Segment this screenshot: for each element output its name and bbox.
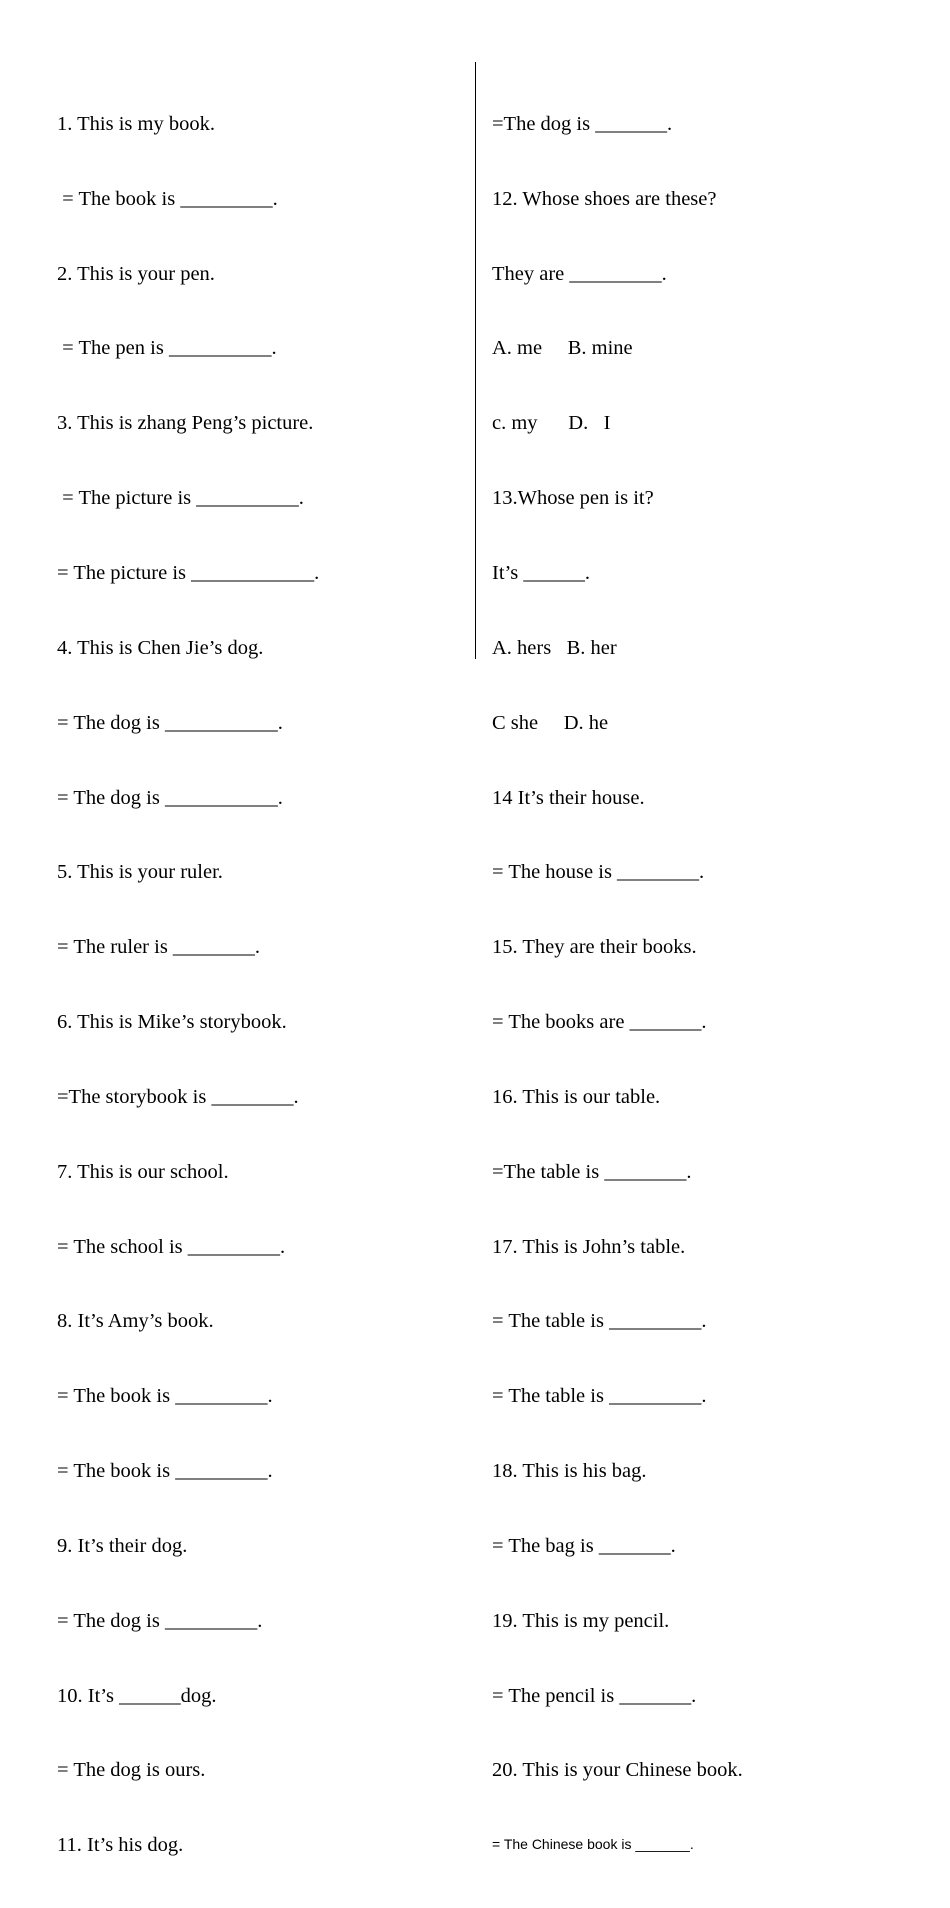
line-27: They are _________. xyxy=(492,262,667,285)
line-17: 8. It’s Amy’s book. xyxy=(57,1310,214,1333)
line-6: = The picture is __________. xyxy=(57,487,304,510)
line-21: = The dog is _________. xyxy=(57,1609,263,1632)
line-45: 19. This is my pencil. xyxy=(492,1609,670,1632)
line-19: = The book is _________. xyxy=(57,1460,273,1483)
line-11: 5. This is your ruler. xyxy=(57,861,223,884)
line-38: 16. This is our table. xyxy=(492,1085,661,1108)
line-25: =The dog is _______. xyxy=(492,112,673,135)
line-3: 2. This is your pen. xyxy=(57,262,215,285)
line-39: =The table is ________. xyxy=(492,1160,692,1183)
line-24: 11. It’s his dog. xyxy=(57,1834,184,1857)
line-9: = The dog is ___________. xyxy=(57,711,283,734)
line-44: = The bag is _______. xyxy=(492,1534,676,1557)
line-32: A. hers B. her xyxy=(492,636,617,659)
line-1: 1. This is my book. xyxy=(57,112,215,135)
line-37: = The books are _______. xyxy=(492,1011,707,1034)
line-16: = The school is _________. xyxy=(57,1235,286,1258)
line-43: 18. This is his bag. xyxy=(492,1460,647,1483)
line-13: 6. This is Mike’s storybook. xyxy=(57,1011,287,1034)
line-18: = The book is _________. xyxy=(57,1385,273,1408)
line-35: = The house is ________. xyxy=(492,861,705,884)
line-30: 13.Whose pen is it? xyxy=(492,487,654,510)
line-2: = The book is _________. xyxy=(57,187,278,210)
line-22: 10. It’s ______dog. xyxy=(57,1684,217,1707)
line-31: It’s ______. xyxy=(492,561,590,584)
line-47: 20. This is your Chinese book. xyxy=(492,1759,743,1782)
line-26: 12. Whose shoes are these? xyxy=(492,187,717,210)
line-41: = The table is _________. xyxy=(492,1310,707,1333)
line-15: 7. This is our school. xyxy=(57,1160,229,1183)
line-7: = The picture is ____________. xyxy=(57,561,320,584)
line-28: A. me B. mine xyxy=(492,337,633,360)
line-34: 14 It’s their house. xyxy=(492,786,645,809)
line-8: 4. This is Chen Jie’s dog. xyxy=(57,636,264,659)
line-12: = The ruler is ________. xyxy=(57,936,261,959)
line-48-footer: = The Chinese book is _______. xyxy=(492,1836,694,1853)
right-column xyxy=(492,62,912,1905)
line-40: 17. This is John’s table. xyxy=(492,1235,686,1258)
line-4: = The pen is __________. xyxy=(57,337,277,360)
line-36: 15. They are their books. xyxy=(492,936,697,959)
line-14: =The storybook is ________. xyxy=(57,1085,299,1108)
line-10: = The dog is ___________. xyxy=(57,786,283,809)
line-46: = The pencil is _______. xyxy=(492,1684,697,1707)
line-5: 3. This is zhang Peng’s picture. xyxy=(57,412,314,435)
left-column xyxy=(57,62,462,1908)
line-23: = The dog is ours. xyxy=(57,1759,206,1782)
line-29: c. my D. I xyxy=(492,412,611,435)
line-42: = The table is _________. xyxy=(492,1385,707,1408)
line-33: C she D. he xyxy=(492,711,609,734)
column-divider xyxy=(475,62,476,659)
line-20: 9. It’s their dog. xyxy=(57,1534,188,1557)
